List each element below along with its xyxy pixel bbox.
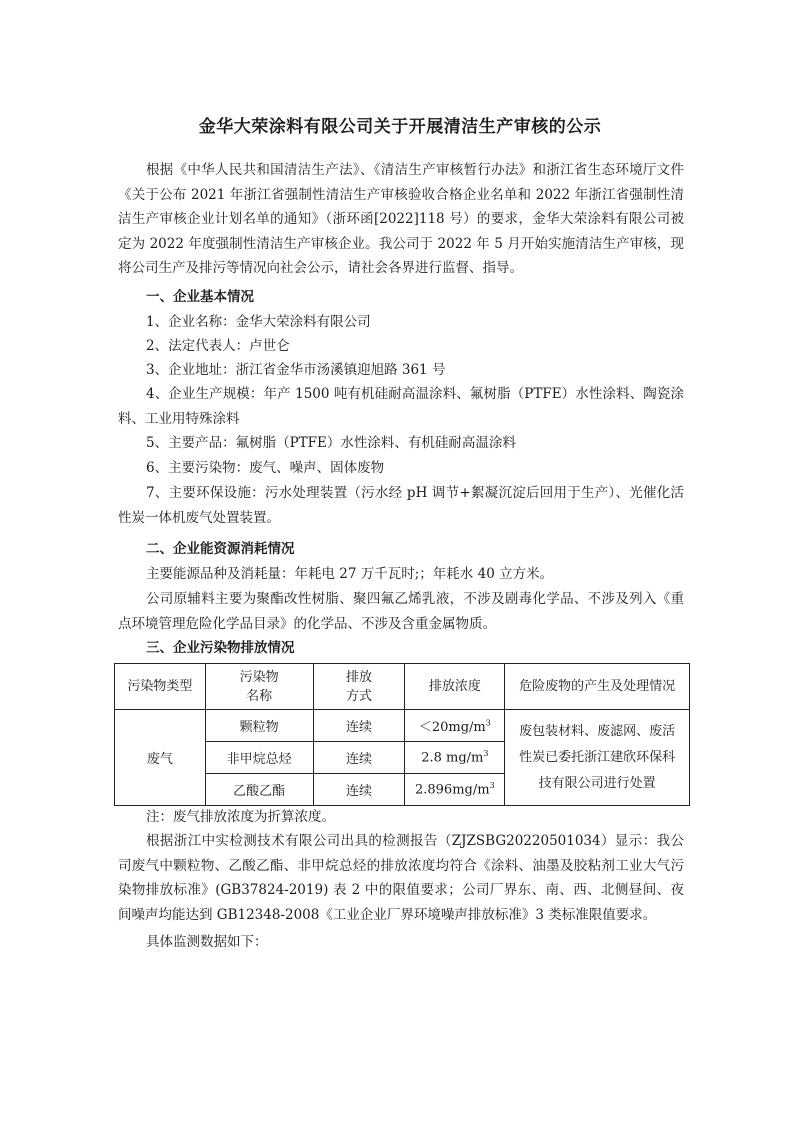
environmental-facilities-line: 7、主要环保设施：污水处理装置（污水经 pH 调节+絮凝沉淀后回用于生产）、光催化活性炭一体机废气处置装置。 [118, 485, 684, 526]
concentration-value: ＜20mg/m [418, 720, 486, 735]
header-method-line2: 方式 [345, 688, 372, 704]
cell-pollutant-name: 非甲烷总烃 [205, 742, 313, 774]
header-name-line2: 名称 [246, 688, 273, 704]
cell-category: 废气 [115, 710, 206, 806]
header-pollutant-type: 污染物类型 [115, 664, 206, 710]
cell-concentration [405, 710, 505, 742]
emissions-table [114, 663, 690, 806]
table-row [115, 710, 690, 742]
company-address-line: 3、企业地址：浙江省金华市汤溪镇迎旭路 361 号 [146, 362, 446, 378]
raw-materials-paragraph: 公司原辅料主要为聚酯改性树脂、聚四氟乙烯乳液，不涉及剧毒化学品、不涉及列入《重点环境管理危险化学品目录》的化学品、不涉及含重金属物质。 [118, 591, 684, 632]
energy-consumption-line: 主要能源品种及消耗量：年耗电 27 万千瓦时;；年耗水 40 立方米。 [146, 566, 554, 582]
cell-emission-method: 连续 [313, 774, 405, 806]
unit-exponent: 3 [485, 718, 491, 728]
main-pollutants-line: 6、主要污染物：废气、噪声、固体废物 [146, 460, 385, 476]
cell-concentration [405, 742, 505, 774]
cell-emission-method: 连续 [313, 710, 405, 742]
header-hazardous-waste: 危险废物的产生及处理情况 [505, 664, 690, 710]
section-heading-resource-consumption: 二、企业能资源消耗情况 [146, 541, 295, 557]
cell-pollutant-name: 颗粒物 [205, 710, 313, 742]
company-name-line: 1、企业名称：金华大荣涂料有限公司 [146, 314, 371, 330]
monitoring-report-paragraph: 根据浙江中实检测技术有限公司出具的检测报告（ZJZSBG20220501034）显示：我公司废气中颗粒物、乙酸乙酯、非甲烷总烃的排放浓度均符合《涂料、油墨及胶粘剂工业大气污染物排放标准》(GB37824-2019) 表 2 中的限值要求；公司厂界东、南、西、北侧昼间、夜间噪声均能达到 GB12348-2008《工业企业厂界环境噪声排放标准》3 类标准限值要求。 [118, 833, 684, 923]
table-header-row [115, 664, 690, 710]
intro-paragraph: 根据《中华人民共和国清洁生产法》、《清洁生产审核暂行办法》和浙江省生态环境厅文件《关于公布 2021 年浙江省强制性清洁生产审核验收合格企业名单和 2022 年浙江省强制性清洁生产审核企业计划名单的通知》（浙环函[2022]118 号）的要求，金华大荣涂料有限公司被定为 2022 年度强制性清洁生产审核企业。我公司于 2022 年 5 月开始实施清洁生产审核，现将公司生产及排污等情况向社会公示，请社会各界进行监督、指导。 [118, 162, 684, 276]
table-note: 注：废气排放浓度为折算浓度。 [146, 809, 335, 825]
unit-exponent: 3 [489, 781, 495, 791]
closing-line: 具体监测数据如下： [146, 934, 268, 950]
header-name-line1: 污染物 [239, 669, 279, 685]
concentration-value: 2.8 mg/m [421, 750, 484, 766]
header-emission-method [313, 664, 405, 710]
cell-concentration [405, 774, 505, 806]
legal-representative-line: 2、法定代表人：卢世仑 [146, 338, 290, 354]
concentration-value: 2.896mg/m [414, 782, 490, 798]
header-emission-concentration: 排放浓度 [405, 664, 505, 710]
section-heading-basic-info: 一、企业基本情况 [146, 289, 254, 305]
cell-pollutant-name: 乙酸乙酯 [205, 774, 313, 806]
cell-emission-method: 连续 [313, 742, 405, 774]
cell-hazardous-waste: 废包装材料、废滤网、废活性炭已委托浙江建欣环保科技有限公司进行处置 [505, 710, 690, 806]
production-scale-line: 4、企业生产规模：年产 1500 吨有机硅耐高温涂料、氟树脂（PTFE）水性涂料、陶瓷涂料、工业用特殊涂料 [118, 386, 684, 427]
header-pollutant-name [205, 664, 313, 710]
page-title: 金华大荣涂料有限公司关于开展清洁生产审核的公示 [198, 117, 602, 137]
unit-exponent: 3 [483, 749, 489, 759]
header-method-line1: 排放 [345, 669, 372, 685]
section-heading-emissions: 三、企业污染物排放情况 [146, 640, 295, 656]
main-products-line: 5、主要产品：氟树脂（PTFE）水性涂料、有机硅耐高温涂料 [146, 435, 516, 451]
